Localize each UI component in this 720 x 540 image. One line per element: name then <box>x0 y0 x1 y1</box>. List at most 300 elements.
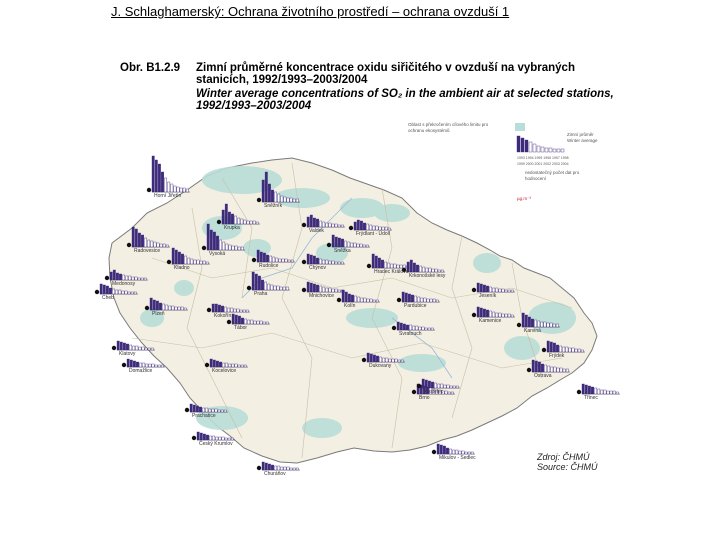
chart-bar <box>335 262 337 264</box>
chart-bar <box>414 296 416 302</box>
chart-bar <box>366 245 368 247</box>
chart-bar <box>228 438 230 440</box>
chart-bar <box>143 363 145 367</box>
czech-map <box>92 118 622 478</box>
chart-bar <box>575 349 577 352</box>
chart-bar <box>207 224 209 250</box>
chart-bar <box>139 363 141 367</box>
chart-bar <box>435 269 437 272</box>
chart-bar <box>241 365 243 367</box>
chart-bar <box>257 321 259 324</box>
chart-bar <box>164 178 166 192</box>
chart-bar <box>278 466 280 470</box>
station-chart <box>582 384 620 394</box>
chart-bar <box>149 364 151 367</box>
chart-bar <box>151 241 153 247</box>
chart-bar <box>607 391 609 394</box>
chart-bar <box>373 226 375 230</box>
chart-bar <box>358 297 360 302</box>
chart-bar <box>224 307 226 312</box>
chart-bar <box>135 277 137 280</box>
chart-bar <box>394 264 396 268</box>
chart-bar <box>138 278 140 280</box>
chart-bar <box>262 462 264 470</box>
chart-bar <box>445 391 447 394</box>
chart-bar <box>141 235 143 247</box>
chart-bar <box>450 386 452 388</box>
chart-bar <box>591 387 593 394</box>
chart-bar <box>263 253 265 262</box>
chart-bar <box>424 298 426 302</box>
chart-bar <box>222 210 224 224</box>
chart-bar <box>391 264 393 268</box>
station-label: Chýnov <box>309 265 326 271</box>
station-label: Medonosy <box>112 281 136 287</box>
chart-bar <box>246 310 248 312</box>
chart-bar <box>152 364 154 367</box>
chart-bar <box>477 307 479 317</box>
chart-bar <box>348 294 350 302</box>
station-label: Kokořín <box>214 313 232 319</box>
chart-bar <box>197 432 199 440</box>
station-label: Český Krumlov <box>199 441 233 447</box>
chart-bar <box>441 270 443 272</box>
chart-bar <box>332 289 334 292</box>
chart-bar <box>406 325 408 330</box>
chart-bar <box>156 301 158 310</box>
legend-bar <box>541 147 544 152</box>
chart-bar <box>265 172 267 202</box>
station-label: Kamenice <box>479 318 502 324</box>
chart-bar <box>209 409 211 412</box>
chart-bar <box>348 242 350 247</box>
station-marker <box>202 246 206 250</box>
chart-bar <box>326 223 328 227</box>
chart-bar <box>258 276 260 290</box>
chart-bar <box>218 305 220 312</box>
chart-bar <box>148 240 150 247</box>
chart-bar <box>405 293 407 302</box>
legend-bar <box>561 149 564 152</box>
chart-bar <box>219 437 221 440</box>
station-marker <box>367 264 371 268</box>
chart-bar <box>354 296 356 302</box>
chart-bar <box>193 405 195 412</box>
chart-bar <box>212 409 214 412</box>
chart-bar <box>403 324 405 330</box>
chart-bar <box>462 451 464 454</box>
chart-bar <box>255 274 257 290</box>
legend-chart <box>515 123 564 152</box>
legend-bar <box>525 140 528 152</box>
chart-bar <box>266 255 268 262</box>
chart-bar <box>241 247 243 250</box>
station-label: Tábor <box>234 325 248 331</box>
chart-bar <box>550 323 552 327</box>
chart-bar <box>281 196 283 202</box>
chart-bar <box>444 385 446 388</box>
station-label: Valdek <box>309 228 324 234</box>
chart-bar <box>125 291 127 294</box>
chart-bar <box>228 308 230 312</box>
chart-bar <box>326 288 328 292</box>
chart-bar <box>172 248 174 264</box>
chart-bar <box>569 348 571 352</box>
chart-bar <box>235 246 237 250</box>
chart-bar <box>257 250 259 262</box>
chart-bar <box>138 233 140 247</box>
chart-bar <box>197 260 199 264</box>
chart-bar <box>168 182 170 192</box>
chart-bar <box>144 238 146 247</box>
chart-bar <box>329 223 331 227</box>
station-label: Kladno <box>174 265 190 271</box>
chart-bar <box>232 364 234 367</box>
chart-bar <box>226 363 228 367</box>
chart-bar <box>423 267 425 272</box>
chart-bar <box>153 300 155 310</box>
chart-bar <box>221 410 223 412</box>
chart-bar <box>522 313 524 327</box>
chart-bar <box>132 277 134 280</box>
chart-bar <box>169 306 171 310</box>
chart-bar <box>133 346 135 350</box>
chart-bar <box>326 260 328 264</box>
chart-bar <box>594 388 596 394</box>
station-label: Kostelec <box>424 389 444 395</box>
chart-bar <box>162 304 164 310</box>
chart-bar <box>271 465 273 470</box>
station-chart <box>437 444 475 454</box>
chart-bar <box>225 204 227 224</box>
chart-bar <box>151 348 153 350</box>
chart-bar <box>582 384 584 394</box>
chart-bar <box>351 295 353 302</box>
chart-bar <box>388 263 390 268</box>
chart-bar <box>511 315 513 317</box>
chart-bar <box>502 314 504 317</box>
chart-bar <box>265 463 267 470</box>
chart-bar <box>316 219 318 227</box>
chart-bar <box>413 326 415 330</box>
station-label: Krkonošské lesy <box>409 273 446 279</box>
station-marker <box>207 308 211 312</box>
chart-bar <box>419 327 421 330</box>
legend-bars <box>517 136 564 152</box>
station-marker <box>185 408 189 412</box>
station-label: Radovesice <box>134 248 161 254</box>
chart-bar <box>212 304 214 312</box>
chart-bar <box>119 274 121 280</box>
chart-bar <box>389 359 391 362</box>
station-label: Plzeň <box>152 311 165 317</box>
chart-bar <box>120 342 122 350</box>
chart-bar <box>268 284 270 290</box>
chart-bar <box>480 284 482 292</box>
chart-bar <box>554 367 556 372</box>
chart-bar <box>132 227 134 247</box>
chart-bar <box>251 320 253 324</box>
chart-bar <box>310 283 312 292</box>
chart-bar <box>244 319 246 324</box>
chart-bar <box>531 319 533 327</box>
chart-bar <box>250 221 252 224</box>
chart-bar <box>231 214 233 224</box>
chart-bar <box>341 225 343 227</box>
chart-bar <box>418 297 420 302</box>
chart-bar <box>313 218 315 227</box>
chart-bar <box>360 244 362 247</box>
chart-bar <box>440 445 442 454</box>
chart-bar <box>427 299 429 302</box>
chart-bar <box>413 263 415 272</box>
chart-bar <box>150 298 152 310</box>
chart-bar <box>158 164 160 192</box>
chart-bar <box>376 356 378 362</box>
station-marker <box>257 466 261 470</box>
chart-bar <box>357 244 359 247</box>
chart-bar <box>430 299 432 302</box>
chart-bar <box>338 290 340 292</box>
chart-bar <box>253 221 255 224</box>
station-label: Dukovany <box>369 363 392 369</box>
chart-bar <box>219 240 221 250</box>
chart-bar <box>598 389 600 394</box>
chart-bar <box>410 260 412 272</box>
chart-bar <box>203 261 205 264</box>
station-label: Horní Jiřetín <box>154 193 182 199</box>
station-marker <box>112 346 116 350</box>
chart-bar <box>541 322 543 327</box>
chart-bar <box>126 344 128 350</box>
chart-bar <box>465 452 467 454</box>
chart-bar <box>177 187 179 192</box>
chart-bar <box>489 311 491 317</box>
chart-bar <box>188 258 190 264</box>
legend-bar <box>529 142 532 152</box>
chart-bar <box>213 232 215 250</box>
chart-bar <box>186 189 188 192</box>
station-label: Frýdlant - Údolí <box>356 231 391 237</box>
chart-bar <box>395 359 397 362</box>
chart-bar <box>307 254 309 264</box>
chart-bar <box>566 369 568 372</box>
chart-bar <box>180 188 182 192</box>
chart-bar <box>282 259 284 262</box>
chart-bar <box>338 262 340 264</box>
chart-bar <box>263 322 265 324</box>
chart-bar <box>422 327 424 330</box>
chart-bar <box>122 275 124 280</box>
chart-bar <box>234 309 236 312</box>
chart-bar <box>382 227 384 230</box>
chart-bar <box>161 365 163 367</box>
chart-bar <box>499 289 501 292</box>
chart-bar <box>550 342 552 352</box>
chart-bar <box>363 245 365 247</box>
station-marker <box>252 258 256 262</box>
chart-bar <box>357 220 359 230</box>
chart-bar <box>229 364 231 367</box>
chart-bar <box>601 390 603 394</box>
chart-bar <box>438 384 440 388</box>
chart-bar <box>200 433 202 440</box>
chart-bar <box>131 292 133 294</box>
chart-bar <box>278 194 280 202</box>
chart-bar <box>441 384 443 388</box>
chart-bar <box>384 262 386 268</box>
chart-bar <box>178 307 180 310</box>
chart-bar <box>361 298 363 302</box>
station-label: Krupka <box>224 225 240 231</box>
chart-bar <box>397 322 399 330</box>
chart-bar <box>532 360 534 372</box>
station-marker <box>257 198 261 202</box>
chart-bar <box>511 290 513 292</box>
chart-bar <box>237 309 239 312</box>
chart-bar <box>160 244 162 247</box>
chart-bar <box>310 215 312 227</box>
station-marker <box>517 323 521 327</box>
chart-bar <box>254 321 256 324</box>
chart-bar <box>508 314 510 317</box>
chart-bar <box>224 410 226 412</box>
chart-bar <box>290 198 292 202</box>
chart-bar <box>431 328 433 330</box>
chart-bar <box>379 357 381 362</box>
chart-bar <box>425 328 427 330</box>
chart-bar <box>610 391 612 394</box>
chart-bar <box>154 242 156 247</box>
chart-bar <box>341 262 343 264</box>
chart-bar <box>397 265 399 268</box>
chart-bar <box>216 236 218 250</box>
chart-bar <box>316 285 318 292</box>
chart-bar <box>293 199 295 202</box>
chart-bar <box>122 291 124 294</box>
chart-bar <box>319 221 321 227</box>
chart-bar <box>544 365 546 372</box>
chart-bar <box>247 221 249 224</box>
chart-bar <box>560 368 562 372</box>
chart-bar <box>386 358 388 362</box>
chart-bar <box>229 245 231 250</box>
chart-bar <box>142 347 144 350</box>
chart-bar <box>268 464 270 470</box>
chart-bar <box>209 436 211 440</box>
chart-bar <box>451 392 453 394</box>
chart-bar <box>235 364 237 367</box>
chart-bar <box>171 184 173 192</box>
chart-bar <box>181 254 183 264</box>
chart-bar <box>341 239 343 247</box>
chart-bar <box>332 224 334 227</box>
chart-bar <box>388 228 390 230</box>
chart-bar <box>431 382 433 388</box>
source-cs: Zdroj: ČHMÚ <box>537 452 590 462</box>
chart-bar <box>342 290 344 302</box>
chart-bar <box>290 468 292 470</box>
chart-bar <box>226 244 228 250</box>
chart-bar <box>316 258 318 264</box>
legend-bar <box>549 148 552 152</box>
chart-bar <box>213 436 215 440</box>
chart-bar <box>221 306 223 312</box>
legend-missing-text: nedostatečný počet dat pro hodnocení <box>525 170 580 181</box>
station-label: Vysoká <box>209 251 226 257</box>
chart-bar <box>175 307 177 310</box>
station-chart <box>152 156 190 192</box>
station-marker <box>392 326 396 330</box>
chart-bar <box>364 298 366 302</box>
chart-bar <box>456 450 458 454</box>
chart-bar <box>471 452 473 454</box>
chart-bar <box>146 364 148 367</box>
chart-bar <box>190 404 192 412</box>
chart-bar <box>383 358 385 362</box>
chart-bar <box>338 225 340 227</box>
chart-bar <box>274 286 276 290</box>
chart-bar <box>373 300 375 302</box>
chart-bar <box>117 341 119 350</box>
chart-bar <box>372 254 374 268</box>
chart-bar <box>335 237 337 247</box>
chart-bar <box>508 290 510 292</box>
chart-bar <box>291 260 293 262</box>
chart-bar <box>613 391 615 394</box>
chart-bar <box>269 256 271 262</box>
chart-bar <box>453 450 455 454</box>
chart-bar <box>489 287 491 292</box>
station-label: Klatovy <box>119 351 136 357</box>
station-marker <box>327 243 331 247</box>
chart-bar <box>271 190 273 202</box>
chart-bar <box>234 216 236 224</box>
chart-bar <box>285 259 287 262</box>
station-marker <box>227 320 231 324</box>
chart-bar <box>141 278 143 280</box>
chart-bar <box>112 289 114 294</box>
chart-bar <box>215 304 217 312</box>
chart-bar <box>434 383 436 388</box>
chart-bar <box>283 287 285 290</box>
chart-bar <box>604 390 606 394</box>
legend-bar <box>537 146 540 152</box>
chart-bar <box>528 317 530 327</box>
chart-bar <box>310 255 312 264</box>
chart-bar <box>206 408 208 412</box>
chart-bar <box>232 246 234 250</box>
station-marker <box>192 436 196 440</box>
chart-bar <box>222 437 224 440</box>
chart-bar <box>293 468 295 470</box>
chart-bar <box>367 299 369 302</box>
chart-bar <box>378 258 380 268</box>
chart-bar <box>556 324 558 327</box>
station-marker <box>362 358 366 362</box>
station-label: Jeseník <box>479 293 497 299</box>
chart-bar <box>184 308 186 310</box>
chart-bar <box>174 186 176 192</box>
station-marker <box>127 243 131 247</box>
legend-bar <box>557 149 560 152</box>
station-label: Mikulov - Sedlec <box>439 455 476 461</box>
chart-bar <box>496 313 498 317</box>
chart-bar <box>319 259 321 264</box>
chart-bar <box>547 323 549 327</box>
chart-bar <box>133 361 135 367</box>
chart-bar <box>135 229 137 247</box>
